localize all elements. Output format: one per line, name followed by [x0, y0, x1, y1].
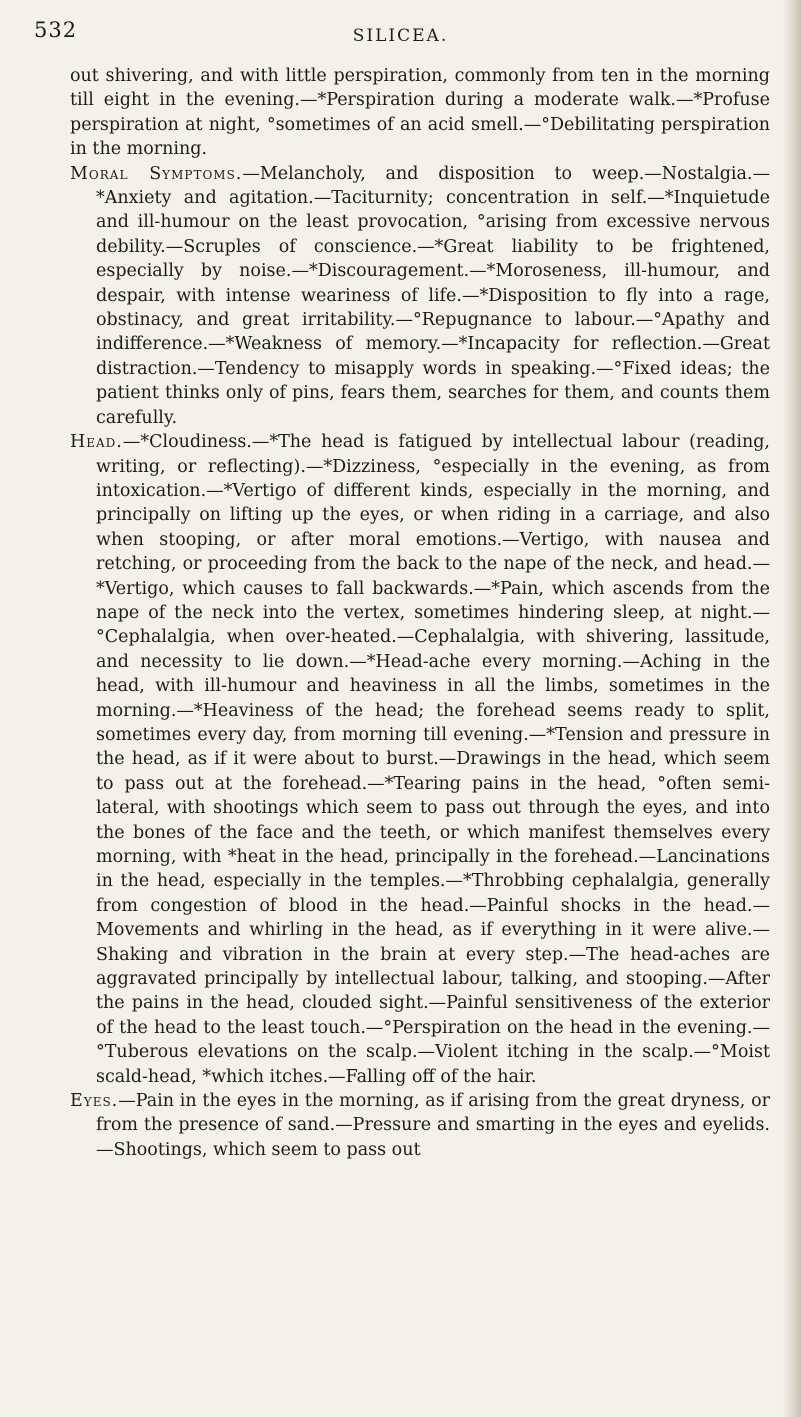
moral-symptoms-paragraph [70, 162, 770, 430]
head-text: —*Cloudiness.—*The head is fatigued by intellectual labour (reading, writing, or reflecting).—*Dizziness, °especially in the evening, as from intoxication.—*Vertigo of different kinds, especially in the morning, and principally on lifting up the eyes, or when riding in a carriage, and also when stooping, or after moral emotions.—Vertigo, with nausea and retching, or proceeding from the back to the nape of the neck, and head.—*Vertigo, which causes to fall backwards.—*Pain, which ascends from the nape of the neck into the vertex, sometimes hindering sleep, at night.—°Cephalalgia, when over-heated.—Cephalalgia, with shivering, lassitude, and necessity to lie down.—*Head-ache every morning.—Aching in the head, with ill-humour and heaviness in all the limbs, sometimes in the morning.—*Heaviness of the head; the forehead seems ready to split, sometimes every day, from morning till evening.—*Tension and pressure in the head, as if it were about to burst.—Drawings in the head, which seem to pass out at the forehead.—*Tearing pains in the head, °often semi-lateral, with shootings which seem to pass out through the eyes, and into the bones of the face and the teeth, or which manifest themselves every morning, with *heat in the head, principally in the forehead.—Lancinations in the head, especially in the temples.—*Throbbing cephalalgia, generally from congestion of blood in the head.—Painful shocks in the head.—Movements and whirling in the head, as if everything in it were alive.—Shaking and vibration in the brain at every step.—The head-aches are aggravated principally by intellectual labour, talking, and stooping.—After the pains in the head, clouded sight.—Painful sensitiveness of the exterior of the head to the least touch.—°Perspiration on the head in the evening.—°Tuberous elevations on the scalp.—Violent itching in the scalp.—°Moist scald-head, *which itches.—Falling off of the hair. [96, 432, 770, 1087]
moral-symptoms-text: —Melancholy, and disposition to weep.—Nostalgia.—*Anxiety and agitation.—Taciturnity; concentration in self.—*Inquietude and ill-humour on the least provocation, °arising from excessive nervous debility.—Scruples of conscience.—*Great liability to be frightened, especially by noise.—*Discouragement.—*Moroseness, ill-humour, and despair, with intense weariness of life.—*Disposition to fly into a rage, obstinacy, and great irritability.—°Repugnance to labour.—°Apathy and indifference.—*Weakness of memory.—*Incapacity for reflection.—Great distraction.—Tendency to misapply words in speaking.—°Fixed ideas; the patient thinks only of pins, fears them, searches for them, and counts them carefully. [96, 163, 770, 428]
page-number: 532 [34, 18, 78, 42]
head-heading: Head. [70, 432, 123, 453]
page-spine-shadow [783, 0, 801, 1417]
moral-symptoms-heading: Moral Symptoms. [70, 163, 243, 184]
head-paragraph [70, 430, 770, 1089]
page-body [70, 64, 770, 1162]
eyes-heading: Eyes. [70, 1091, 119, 1112]
continuation-paragraph [70, 64, 770, 162]
running-head: SILICEA. [352, 26, 449, 46]
eyes-text: —Pain in the eyes in the morning, as if arising from the great dryness, or from the presence of sand.—Pressure and smarting in the eyes and eyelids.—Shootings, which seem to pass out [96, 1091, 770, 1160]
eyes-paragraph [70, 1089, 770, 1162]
continuation-text: out shivering, and with little perspiration, commonly from ten in the morning till eight in the evening.—*Perspiration during a moderate walk.—*Profuse perspiration at night, °sometimes of an acid smell.—°Debilitating perspiration in the morning. [70, 66, 770, 160]
